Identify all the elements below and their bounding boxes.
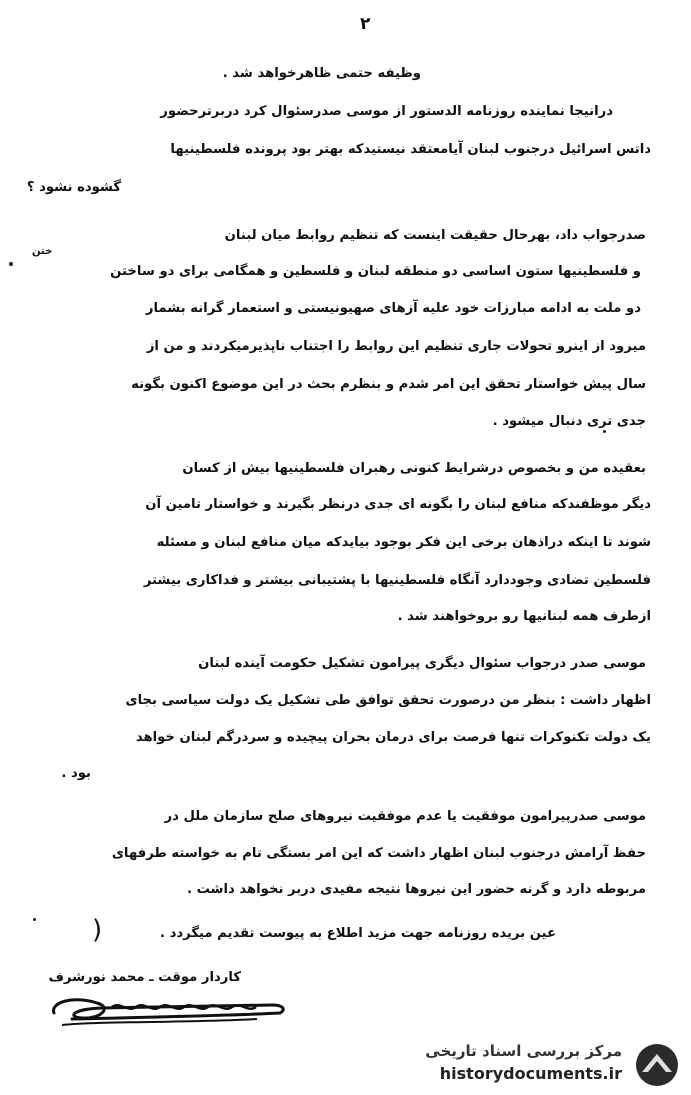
text-line: دیگر موظفندکه منافع لبنان را بگونه ای جدی درنظر بگیرند و خواستار تامین آن <box>145 497 651 512</box>
watermark-url: historydocuments.ir <box>439 1064 622 1083</box>
signatory-line: کاردار موقت ـ محمد نورشرف <box>48 970 241 985</box>
text-line: مربوطه دارد و گرنه حضور این نیروها نتیجه مفیدی دربر نخواهد داشت . <box>186 882 646 897</box>
text-line: درانیجا نماینده روزنامه الدستور از موسی صدرسئوال کرد دربرترحضور <box>160 104 613 119</box>
text-line: اظهار داشت : بنظر من درصورت تحقق توافق طی تشکیل یک دولت سیاسی بجای <box>125 693 651 708</box>
text-line: حفظ آرامش درجنوب لبنان اظهار داشت که این امر بستگی تام به خواسته طرفهای <box>111 846 646 861</box>
text-line: جدی تری دنبال میشود . <box>492 414 646 429</box>
text-line: بعقیده من و بخصوص درشرایط کنونی رهبران فلسطینیها بیش از کسان <box>182 461 646 476</box>
margin-note: ختن <box>32 246 53 257</box>
bracket-mark: ) <box>92 915 103 945</box>
text-line: ازطرف همه لبنانیها رو بروخواهند شد . <box>397 609 651 624</box>
enclosure-note: عین بریده روزنامه جهت مزید اطلاع به پیوست تقدیم میگردد . <box>160 926 556 941</box>
text-line: موسی صدر درجواب سئوال دیگری پیرامون تشکیل حکومت آینده لبنان <box>198 656 646 671</box>
watermark <box>400 1040 690 1090</box>
text-line: فلسطین تضادی وجوددارد آنگاه فلسطینیها با پشتیبانی بیشتر و فداکاری بیشتر <box>143 573 651 588</box>
text-line: و فلسطینیها ستون اساسی دو منطقه لبنان و فلسطین و همگامی برای دو ساختن <box>110 264 641 279</box>
text-line: وظیفه حتمی ظاهرخواهد شد . <box>222 66 421 81</box>
text-line: دو ملت به ادامه مبارزات خود علیه آزهای صهیونیستی و استعمار گرانه بشمار <box>145 301 641 316</box>
archive-logo-icon <box>630 1042 684 1088</box>
watermark-text-fa: مرکز بررسی اسناد تاریخی <box>425 1042 622 1060</box>
text-line: موسی صدرپیرامون موفقیت یا عدم موفقیت نیروهای صلح سازمان ملل در <box>164 809 646 824</box>
scan-speck <box>9 262 13 266</box>
text-line: صدرجواب داد، بهرحال حقیقت اینست که تنظیم روابط میان لبنان <box>224 228 646 243</box>
text-line: بود . <box>61 766 91 781</box>
text-line: گشوده نشود ؟ <box>26 180 121 195</box>
page-number: ۲ <box>360 14 371 34</box>
text-line: سال پیش خواستار تحقق این امر شدم و بنظرم بحث در این موضوع اکنون بگونه <box>131 377 646 392</box>
scan-speck <box>603 430 606 433</box>
text-line: داتس اسرائیل درجنوب لبنان آیامعتقد نیستیدکه بهتر بود پرونده فلسطینیها <box>170 142 651 157</box>
signature-image <box>42 985 292 1045</box>
text-line: میرود از اینرو تحولات جاری تنظیم این روابط را اجتناب ناپذیرمیکردند و من از <box>146 339 646 354</box>
text-line: یک دولت تکنوکرات تنها فرصت برای درمان بحران پیچیده و سردرگم لبنان خواهد <box>135 730 651 745</box>
scan-speck <box>33 918 36 921</box>
text-line: شوند تا اینکه دراذهان برخی این فکر بوجود بیایدکه میان منافع لبنان و مسئله <box>156 535 651 550</box>
